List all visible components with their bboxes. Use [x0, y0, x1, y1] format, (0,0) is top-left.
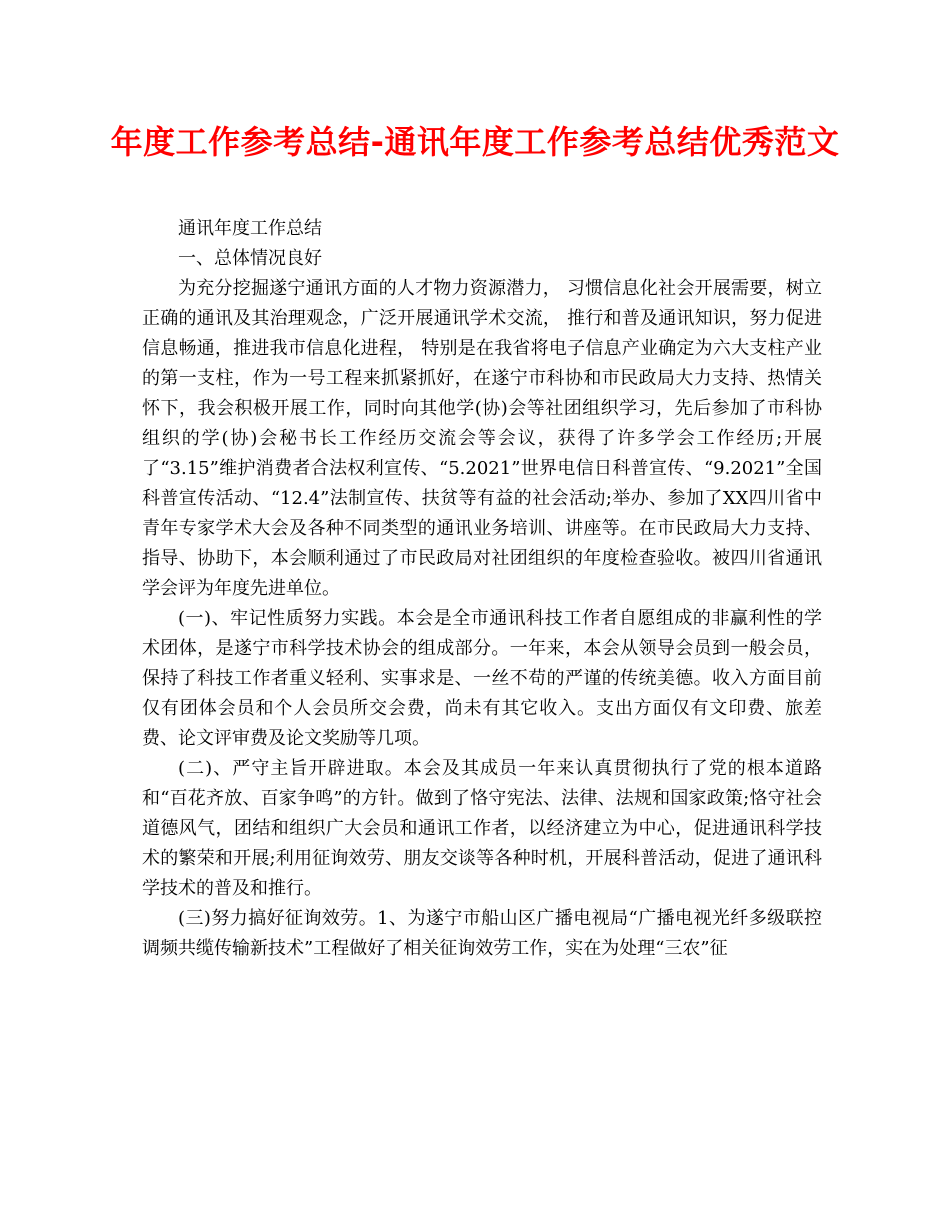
paragraph: (二)、严守主旨开辟进取。本会及其成员一年来认真贯彻执行了党的根本道路和“百花齐放、百家争鸣”的方针。做到了恪守宪法、法律、法规和国家政策;恪守社会道德风气，团结和组织广大会员和通讯工作者，以经济建立为中心，促进通讯科学技术的繁荣和开展;利用征询效劳、朋友交谈等各种时机，开展科普活动，促进了通讯科学技术的普及和推行。	[142, 758, 822, 899]
paragraph: 为充分挖掘遂宁通讯方面的人才物力资源潜力， 习惯信息化社会开展需要，树立正确的通讯及其治理观念，广泛开展通讯学术交流， 推行和普及通讯知识，努力促进信息畅通，推进我市信息化进程， 特别是在我省将电子信息产业确定为六大支柱产业的第一支柱，作为一号工程来抓紧抓好，在遂宁市科协和市民政局大力支持、热情关怀下，我会积极开展工作，同时向其他学(协)会等社团组织学习，先后参加了市科协组织的学(协)会秘书长工作经历交流会等会议，获得了许多学会工作经历;开展了“3.15”维护消费者合法权利宣传、“5.2021”世界电信日科普宣传、“9.2021”全国科普宣传活动、“12.4”法制宣传、扶贫等有益的社会活动;举办、参加了XX四川省中青年专家学术大会及各种不同类型的通讯业务培训、讲座等。在市民政局大力支持、指导、协助下，本会顺利通过了市民政局对社团组织的年度检查验收。被四川省通讯学会评为年度先进单位。	[142, 278, 822, 599]
section-heading: 通讯年度工作总结	[178, 218, 322, 239]
section-subheading: 一、总体情况良好	[178, 248, 322, 269]
document-body	[142, 214, 822, 964]
paragraph: (一)、牢记性质努力实践。本会是全市通讯科技工作者自愿组成的非赢利性的学术团体，是遂宁市科学技术协会的组成部分。一年来，本会从领导会员到一般会员，保持了科技工作者重义轻利、实事求是、一丝不苟的严谨的传统美德。收入方面目前仅有团体会员和个人会员所交会费，尚未有其它收入。支出方面仅有文印费、旅差费、论文评审费及论文奖励等几项。	[142, 608, 822, 749]
document-title: 年度工作参考总结-通讯年度工作参考总结优秀范文	[110, 123, 840, 161]
paragraph: (三)努力搞好征询效劳。1、为遂宁市船山区广播电视局“广播电视光纤多级联控调频共缆传输新技术”工程做好了相关征询效劳工作，实在为处理“三农”征	[142, 908, 822, 959]
